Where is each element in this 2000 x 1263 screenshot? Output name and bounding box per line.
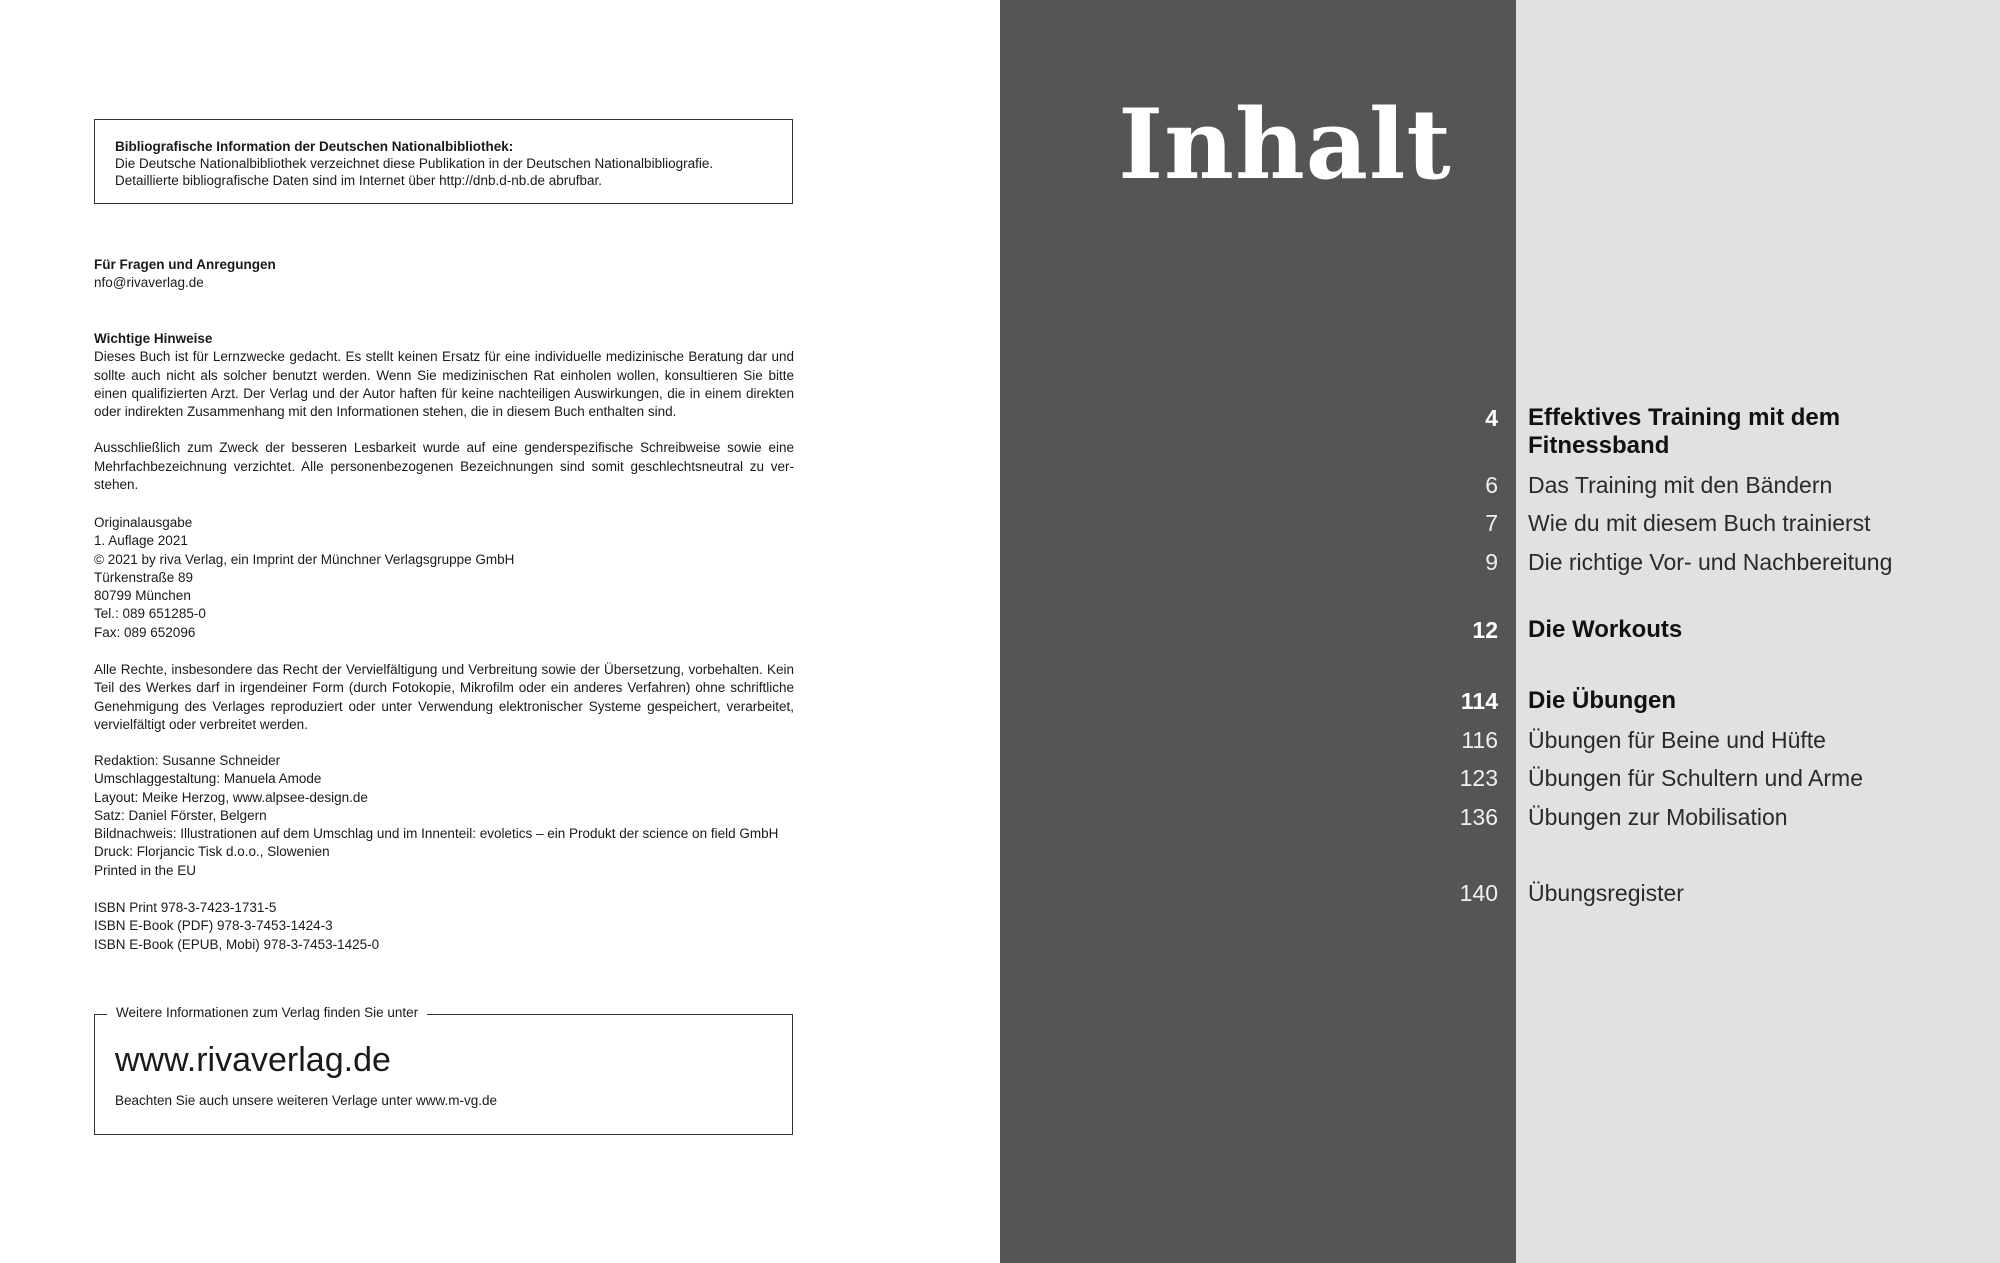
toc-page-number: 7: [1485, 510, 1498, 536]
important-notes-section: [94, 330, 794, 494]
isbn-section: [94, 899, 794, 954]
publisher-line: Originalausgabe: [94, 515, 193, 530]
website-note: Beachten Sie auch unsere weiteren Verlage unter www.m-vg.de: [115, 1093, 497, 1108]
toc-page-number: 136: [1459, 804, 1498, 830]
toc-page-number: 140: [1459, 880, 1498, 906]
toc-page-number: 114: [1460, 688, 1498, 714]
website-legend: Weitere Informationen zum Verlag finden Sie unter: [107, 1005, 427, 1020]
rights-section: [94, 661, 794, 734]
toc-entry[interactable]: [1400, 613, 1990, 647]
isbn-line: ISBN Print 978-3-7423-1731-5: [94, 900, 277, 915]
publisher-line: 80799 München: [94, 588, 191, 604]
publisher-line: Tel.: 089 651285-0: [94, 606, 206, 622]
notes-paragraph: Dieses Buch ist für Lernzwecke gedacht. Es stellt keinen Ersatz für eine individuelle medizinische Beratung dar und sollte auch nicht als solcher benutzt werden. Wenn Sie medizinischen Rat einholen wollen, konsultieren Sie bitte einen qualifizierten Arzt. Der Verlag und der Autor haften für keine nachteiligen Auswirkungen, die in einem direkten oder indirekten Zusammenhang mit den Informationen stehen, die in diesem Buch enthalten sind.: [94, 349, 794, 420]
toc-entry[interactable]: [1400, 684, 1990, 718]
toc-entry-label: Wie du mit diesem Buch trainierst: [1528, 510, 1871, 536]
isbn-line: ISBN E-Book (EPUB, Mobi) 978-3-7453-1425-0: [94, 936, 380, 952]
toc-entry[interactable]: [1400, 468, 1990, 502]
toc-entry-label: Übungen zur Mobilisation: [1528, 804, 1788, 830]
credit-line: Bildnachweis: Illustrationen auf dem Umschlag und im Innenteil: evoletics – ein Produkt der science on field GmbH: [94, 826, 779, 842]
toc-page-number: 6: [1485, 472, 1498, 498]
credit-line: Druck: Florjancic Tisk d.o.o., Slowenien: [94, 844, 330, 860]
questions-heading: Für Fragen und Anregungen: [94, 257, 276, 272]
credit-line: Redaktion: Susanne Schneider: [94, 753, 281, 768]
toc-entry[interactable]: [1400, 876, 1990, 910]
toc-entry-label: Effektives Training mit dem Fitnessband: [1528, 404, 1841, 459]
credit-line: Umschlaggestaltung: Manuela Amode: [94, 771, 322, 787]
toc-page-number: 116: [1461, 727, 1498, 753]
toc-entry-label: Übungen für Schultern und Arme: [1528, 765, 1863, 791]
rights-text: Alle Rechte, insbesondere das Recht der Vervielfältigung und Verbreitung sowie der Übersetzung, vorbehalten. Kein Teil des Werkes darf in irgendeiner Form (durch Fotokopie, Mikrofilm oder ein anderes Verfahren) ohne schriftliche Genehmigung des Verlages reproduziert oder unter Verwendung elektronischer Systeme gespeichert, verarbeitet, vervielfältigt oder verbreitet werden.: [94, 662, 794, 732]
publisher-section: [94, 514, 794, 642]
isbn-line: ISBN E-Book (PDF) 978-3-7453-1424-3: [94, 918, 333, 934]
notes-paragraph: Ausschließlich zum Zweck der besseren Lesbarkeit wurde auf eine genderspezifische Schreibweise sowie eine Mehrfachbezeichnung verzichtet. Alle personenbezogenen Bezeichnungen sind somit geschlechtsneutral zu verstehen.: [94, 440, 794, 493]
toc-page-number: 12: [1472, 617, 1498, 643]
website-info-box: [94, 1005, 793, 1135]
biblio-line: Die Deutsche Nationalbibliothek verzeichnet diese Publikation in der Deutschen Nationalbibliografie.: [115, 156, 714, 171]
toc-entry-label: Die richtige Vor- und Nachbereitung: [1528, 549, 1893, 575]
toc-entry[interactable]: [1400, 800, 1990, 834]
contact-email-link[interactable]: nfo@rivaverlag.de: [94, 275, 204, 291]
notes-heading: Wichtige Hinweise: [94, 331, 213, 346]
toc-entry[interactable]: [1400, 545, 1990, 579]
toc-page-number: 123: [1459, 765, 1498, 791]
credits-section: [94, 752, 794, 880]
toc-entry-label: Das Training mit den Bändern: [1528, 472, 1833, 498]
bibliographic-info-box: [94, 119, 793, 204]
credit-line: Printed in the EU: [94, 862, 197, 878]
biblio-line: Detaillierte bibliografische Daten sind im Internet über http://dnb.d-nb.de abrufbar.: [115, 173, 603, 188]
toc-page-number: 4: [1485, 405, 1498, 431]
toc-entry[interactable]: [1400, 761, 1990, 795]
toc-entry-label: Übungen für Beine und Hüfte: [1528, 727, 1826, 753]
publisher-line: © 2021 by riva Verlag, ein Imprint der Münchner Verlagsgruppe GmbH: [94, 551, 515, 567]
credit-line: Layout: Meike Herzog, www.alpsee-design.de: [94, 789, 368, 805]
toc-entry-label: Übungsregister: [1528, 880, 1684, 906]
toc-title: Inhalt: [1118, 88, 1452, 201]
publisher-line: Fax: 089 652096: [94, 624, 196, 640]
toc-page-number: 9: [1485, 549, 1498, 575]
toc-entry[interactable]: [1400, 723, 1990, 757]
toc-entry-label: Die Workouts: [1528, 616, 1683, 643]
toc-entry[interactable]: [1400, 401, 1990, 465]
toc-entry[interactable]: [1400, 506, 1990, 540]
biblio-heading: Bibliografische Information der Deutschen Nationalbibliothek:: [115, 139, 514, 154]
publisher-line: Türkenstraße 89: [94, 569, 194, 585]
credit-line: Satz: Daniel Förster, Belgern: [94, 807, 267, 823]
questions-section: [94, 256, 794, 293]
publisher-line: 1. Auflage 2021: [94, 533, 188, 549]
publisher-website-link[interactable]: www.rivaverlag.de: [115, 1041, 391, 1079]
toc-entry-label: Die Übungen: [1528, 687, 1676, 714]
